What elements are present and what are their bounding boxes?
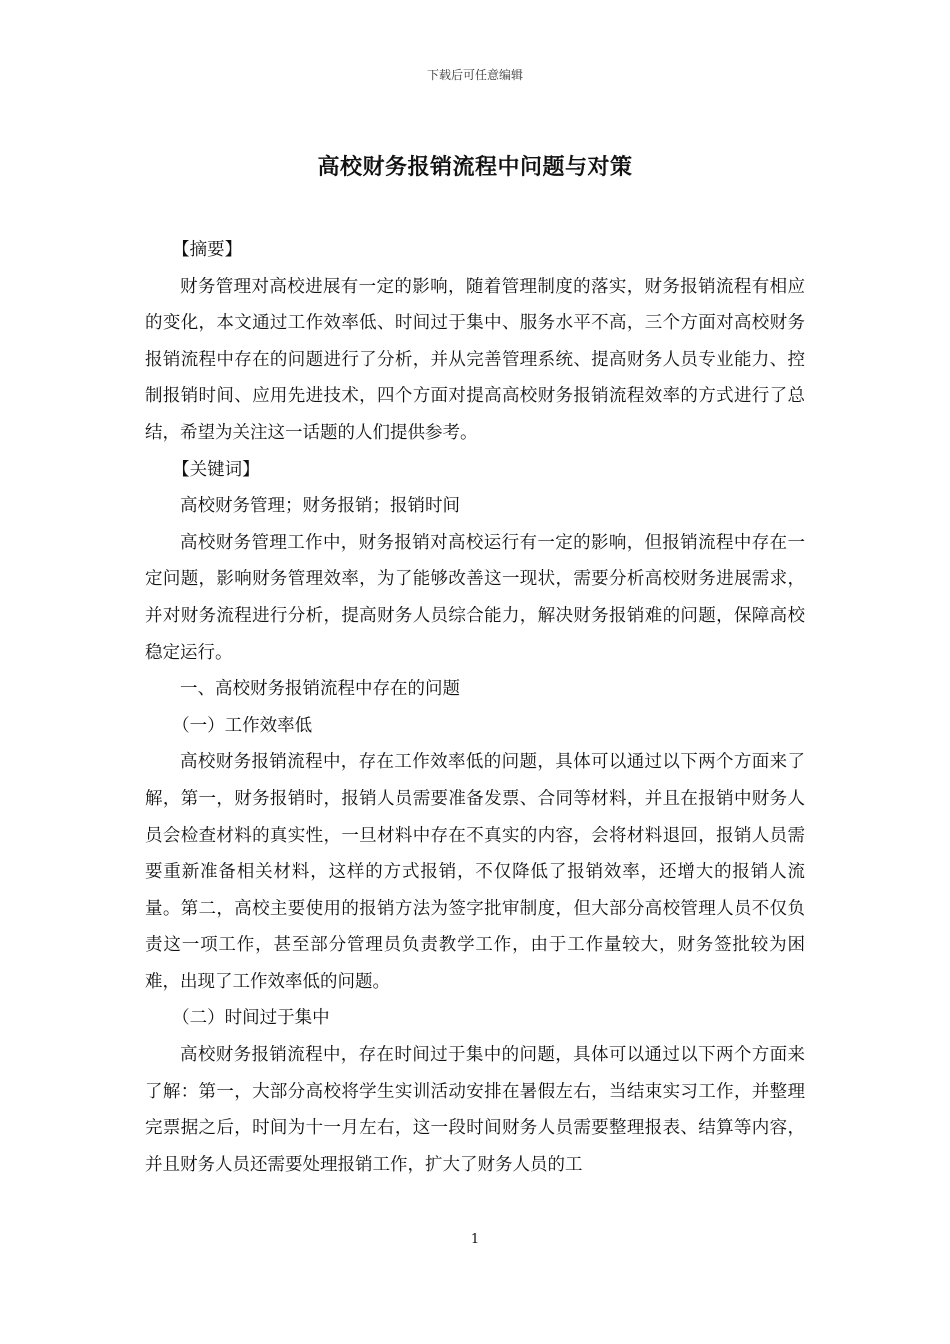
subsection-heading-1: （一）工作效率低 <box>172 715 313 736</box>
page-number: 1 <box>470 1232 480 1247</box>
intro-paragraph: 高校财务管理工作中，财务报销对高校运行有一定的影响，但报销流程中存在一定问题，影响财务管理效率，为了能够改善这一现状，需要分析高校财务进展需求，并对财务流程进行分析，提高财务人员综合能力，解决财务报销难的问题，保障高校稳定运行。 <box>145 532 805 663</box>
keywords-paragraph: 高校财务管理；财务报销；报销时间 <box>180 496 460 517</box>
header-note: 下载后可任意编辑 <box>426 68 523 82</box>
subsection-heading-2: （二）时间过于集中 <box>172 1008 330 1029</box>
abstract-paragraph: 财务管理对高校进展有一定的影响，随着管理制度的落实，财务报销流程有相应的变化，本文通过工作效率低、时间过于集中、服务水平不高，三个方面对高校财务报销流程中存在的问题进行了分析，并从完善管理系统、提高财务人员专业能力、控制报销时间、应用先进技术，四个方面对提高高校财务报销流程效率的方式进行了总结，希望为关注这一话题的人们提供参考。 <box>145 276 805 443</box>
keywords-heading: 【关键词】 <box>172 459 260 480</box>
subsection-paragraph-1: 高校财务报销流程中，存在工作效率低的问题，具体可以通过以下两个方面来了解，第一，财务报销时，报销人员需要准备发票、合同等材料，并且在报销中财务人员会检查材料的真实性，一旦材料中存在不真实的内容，会将材料退回，报销人员需要重新准备相关材料，这样的方式报销，不仅降低了报销效率，还增大的报销人流量。第二，高校主要使用的报销方法为签字批审制度，但大部分高校管理人员不仅负责这一项工作，甚至部分管理员负责教学工作，由于工作量较大，财务签批较为困难，出现了工作效率低的问题。 <box>145 752 805 992</box>
abstract-heading: 【摘要】 <box>172 240 243 260</box>
document-body <box>145 232 805 1183</box>
section-heading-1: 一、高校财务报销流程中存在的问题 <box>180 679 460 700</box>
document-title: 高校财务报销流程中问题与对策 <box>317 154 633 180</box>
subsection-paragraph-2: 高校财务报销流程中，存在时间过于集中的问题，具体可以通过以下两个方面来了解：第一，大部分高校将学生实训活动安排在暑假左右，当结束实习工作，并整理完票据之后，时间为十一月左右，这一段时间财务人员需要整理报表、结算等内容，并且财务人员还需要处理报销工作，扩大了财务人员的工 <box>145 1045 805 1175</box>
